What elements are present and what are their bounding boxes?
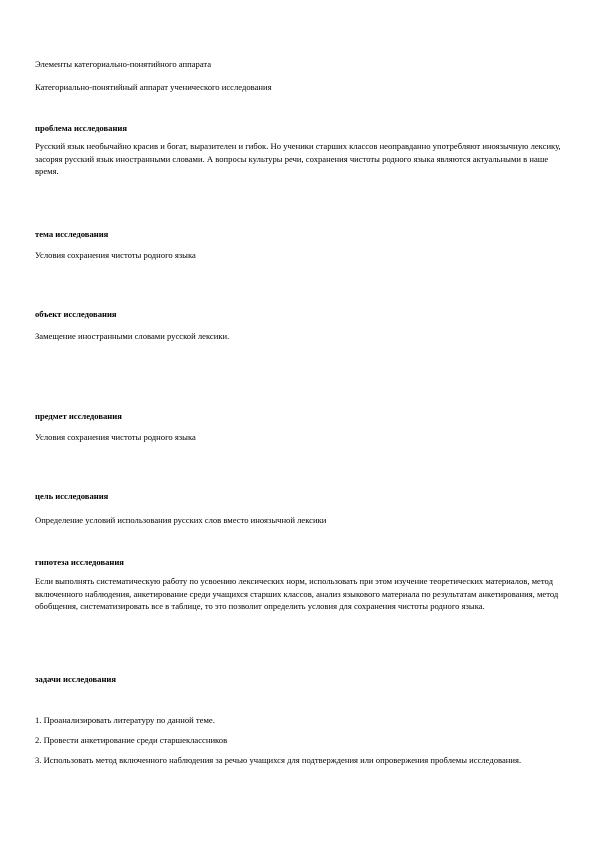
document-title: Элементы категориально-понятийного аппарата [35,59,212,69]
hypothesis-heading: гипотеза исследования [35,557,124,567]
object-text: Замещение иностранными словами русской лексики. [35,331,230,341]
hypothesis-text: Если выполнять систематическую работу по усвоению лексических норм, использовать при этом изучение теоретических материалов, метод включенного наблюдения, анкетирование среди учащихся старших классов, анализ языкового материала по результатам анкетирования, метод обобщения, систематизировать все в таблице, то это позволит определить условия для сохранения чистоты родного языка. [35,576,559,612]
tasks-heading: задачи исследования [35,674,117,684]
object-heading: объект исследования [35,309,117,319]
subject-heading: предмет исследования [35,411,122,421]
task-item-3: 3. Использовать метод включенного наблюдения за речью учащихся для подтверждения или опровержения проблемы исследования. [35,755,522,765]
document-subtitle: Категориально-понятийный аппарат ученического исследования [35,82,272,92]
problem-heading: проблема исследования [35,123,128,133]
goal-heading: цель исследования [35,491,109,501]
goal-text: Определение условий использования русских слов вместо иноязычной лексики [35,515,327,525]
problem-text: Русский язык необычайно красив и богат, выразителен и гибок. Но ученики старших классов неоправданно употребляют иноязычную лексику, засоряя русский язык иностранными словами. А вопросы культуры речи, сохранения чистоты родного языка являются актуальными в наше время. [35,141,561,177]
task-item-2: 2. Провести анкетирование среди старшеклассников [35,735,228,745]
task-item-1: 1. Проанализировать литературу по данной теме. [35,715,215,725]
topic-text: Условия сохранения чистоты родного языка [35,250,196,260]
topic-heading: тема исследования [35,229,109,239]
subject-text: Условия сохранения чистоты родного языка [35,432,196,442]
